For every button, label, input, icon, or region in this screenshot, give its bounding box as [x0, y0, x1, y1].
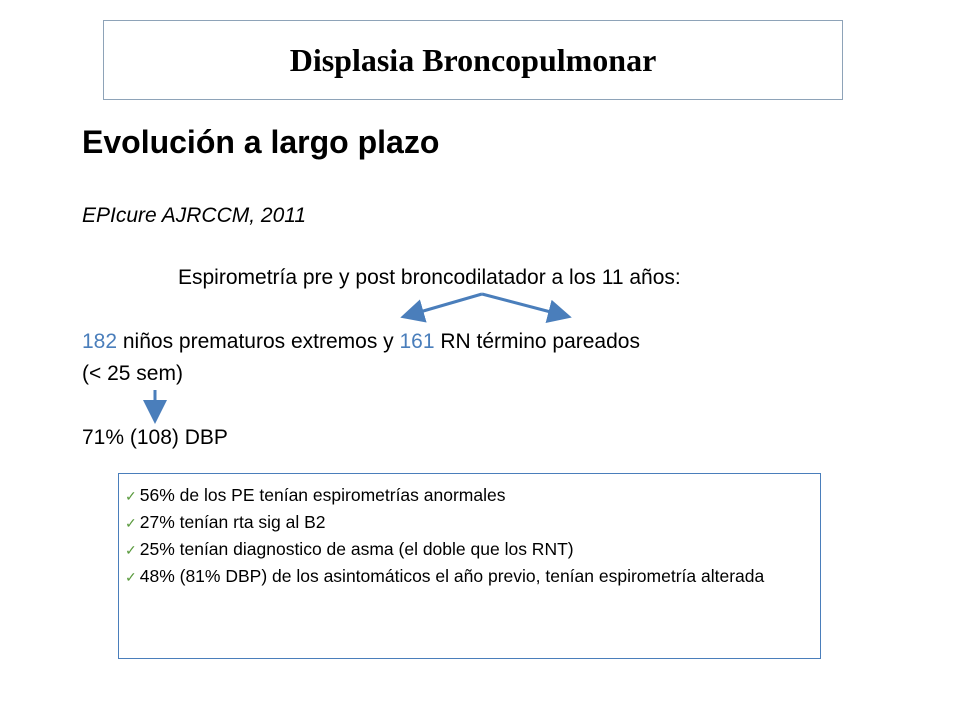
check-icon: ✓	[125, 542, 137, 558]
term-label: RN término pareados	[434, 330, 640, 353]
results-box	[118, 473, 821, 659]
check-icon: ✓	[125, 488, 137, 504]
results-list	[125, 482, 814, 590]
gestation-note: (< 25 sem)	[82, 362, 183, 385]
spirometry-description: Espirometría pre y post broncodilatador a los 11 años:	[178, 266, 681, 289]
check-icon: ✓	[125, 515, 137, 531]
preterm-label: niños prematuros extremos y	[117, 330, 400, 353]
slide-title: Displasia Broncopulmonar	[289, 41, 657, 78]
study-citation: EPIcure AJRCCM, 2011	[82, 204, 307, 227]
result-item: ✓ 48% (81% DBP) de los asintomáticos el año previo, tenían espirometría alterada	[125, 566, 765, 586]
preterm-count: 182	[82, 330, 118, 353]
result-item: ✓ 27% tenían rta sig al B2	[125, 512, 326, 532]
arrow-left-icon	[406, 294, 482, 316]
arrow-right-icon	[482, 294, 566, 316]
term-count: 161	[399, 330, 435, 353]
section-heading: Evolución a largo plazo	[82, 124, 440, 160]
check-icon: ✓	[125, 569, 137, 585]
result-item: ✓ 25% tenían diagnostico de asma (el doble que los RNT)	[125, 539, 574, 559]
dbp-percentage: 71% (108) DBP	[82, 426, 228, 449]
result-item: ✓ 56% de los PE tenían espirometrías anormales	[125, 485, 506, 505]
